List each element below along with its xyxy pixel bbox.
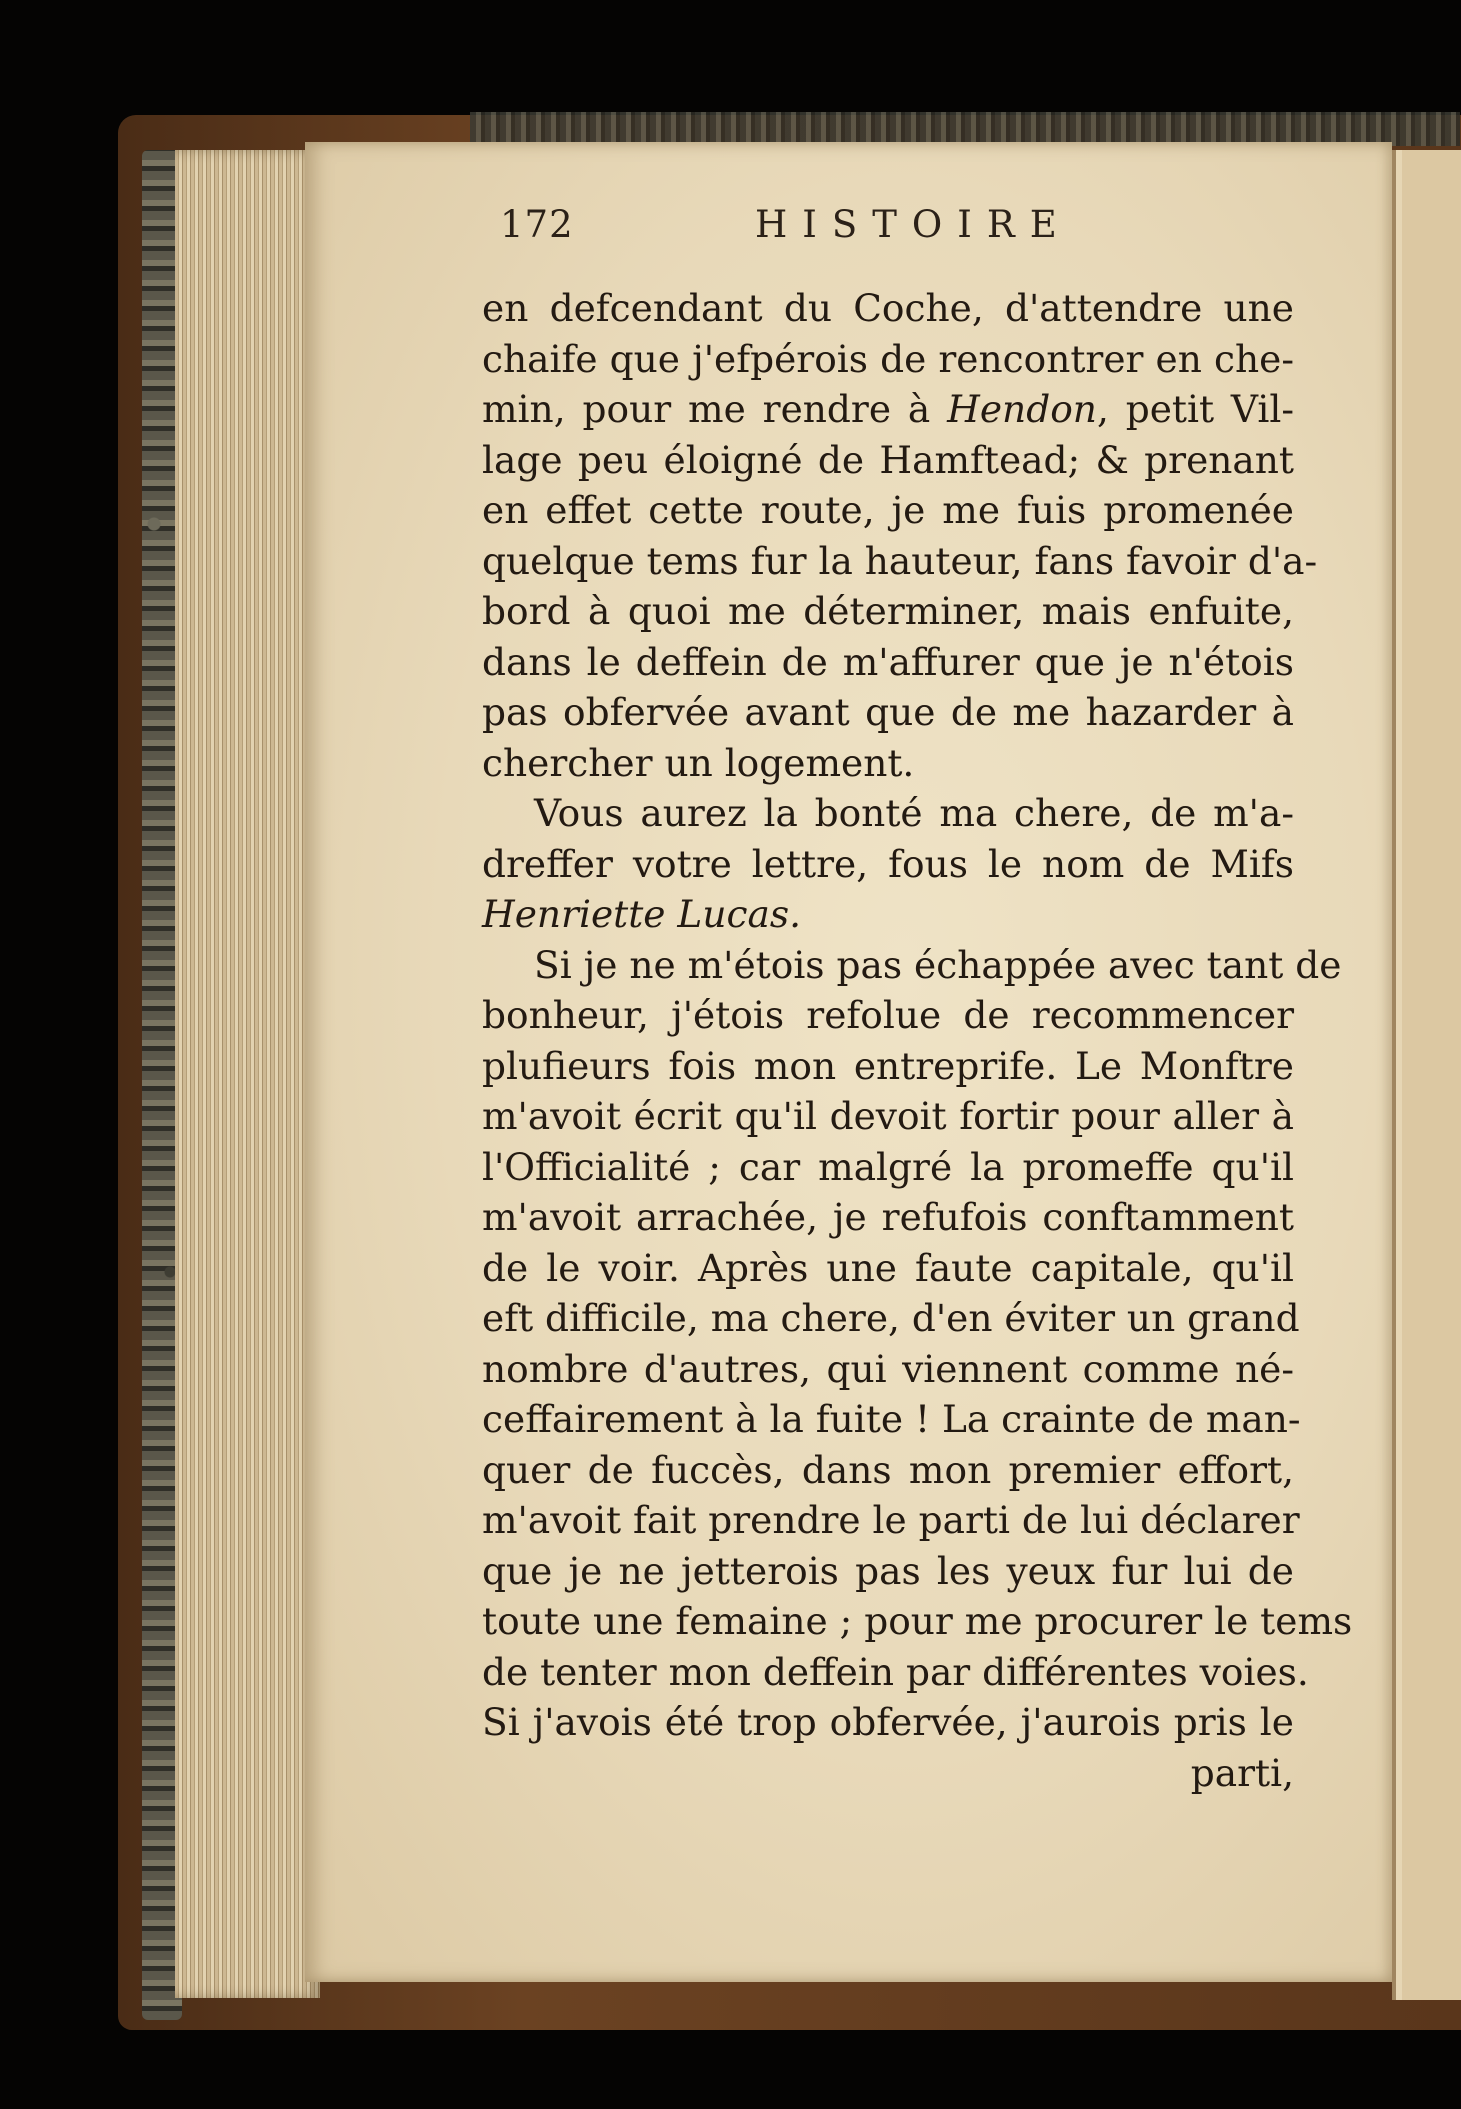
text-line: pas obfervée avant que de me hazarder à (482, 690, 1294, 734)
page-header (500, 203, 1140, 255)
text-line-part: min, pour me rendre à Hendon, petit Vil- (482, 387, 1295, 431)
page-edges (175, 150, 320, 1998)
text-line: plufieurs fois mon entreprife. Le Monftre (482, 1043, 1294, 1088)
text-line: dans le deffein de m'affurer que je n'étois (482, 639, 1294, 684)
catchword: parti, (1190, 1750, 1294, 1795)
text-line: chaife que j'efpérois de rencontrer en che- (482, 336, 1294, 381)
text-line: quer de fuccès, dans mon premier effort, (482, 1447, 1294, 1492)
text-line: de tenter mon deffein par différentes voies. (482, 1649, 1309, 1694)
text-line: Si j'avois été trop obfervée, j'aurois pris le (482, 1700, 1294, 1744)
text-line: m'avoit fait prendre le parti de lui déclarer (482, 1498, 1300, 1542)
text-line: bord à quoi me déterminer, mais enfuite, (482, 589, 1294, 633)
text-line: eft difficile, ma chere, d'en éviter un grand (482, 1296, 1300, 1340)
text-line: de le voir. Après une faute capitale, qu'il (482, 1245, 1294, 1290)
text-line: quelque tems fur la hauteur, fans favoir d'a- (482, 538, 1318, 583)
text-line: Si je ne m'étois pas échappée avec tant de (534, 942, 1342, 987)
text-line: l'Officialité ; car malgré la promeffe qu'il (482, 1144, 1294, 1189)
facing-page-edge (1392, 150, 1461, 2000)
text-line: dreffer votre lettre, fous le nom de Mifs (482, 841, 1294, 886)
text-line: en effet cette route, je me fuis promenée (482, 488, 1294, 532)
text-line: ceffairement à la fuite ! La crainte de man- (482, 1397, 1301, 1441)
text-line: en defcendant du Coche, d'attendre une (482, 286, 1294, 330)
text-line: Vous aurez la bonté ma chere, de m'a- (534, 791, 1294, 835)
text-line: que je ne jetterois pas les yeux fur lui de (482, 1548, 1294, 1593)
text-line-signature: Henriette Lucas. (482, 892, 801, 936)
text-line: m'avoit écrit qu'il devoit fortir pour aller à (482, 1094, 1294, 1138)
text-line (482, 384, 1294, 435)
cover-spine-top (470, 112, 1460, 146)
text-line: chercher un logement. (482, 740, 915, 785)
body-text (482, 283, 1353, 1798)
text-line: nombre d'autres, qui viennent comme né- (482, 1346, 1294, 1391)
page-number: 172 (500, 203, 574, 246)
italic-place-name: Hendon (947, 387, 1097, 431)
text-line: lage peu éloigné de Hamftead; & prenant (482, 437, 1294, 482)
text-line: m'avoit arrachée, je refufois conftamment (482, 1195, 1294, 1239)
running-title: HISTOIRE (755, 203, 1072, 246)
text-line: bonheur, j'étois refolue de recommencer (482, 993, 1294, 1037)
text-line: toute une femaine ; pour me procurer le tems (482, 1599, 1353, 1643)
